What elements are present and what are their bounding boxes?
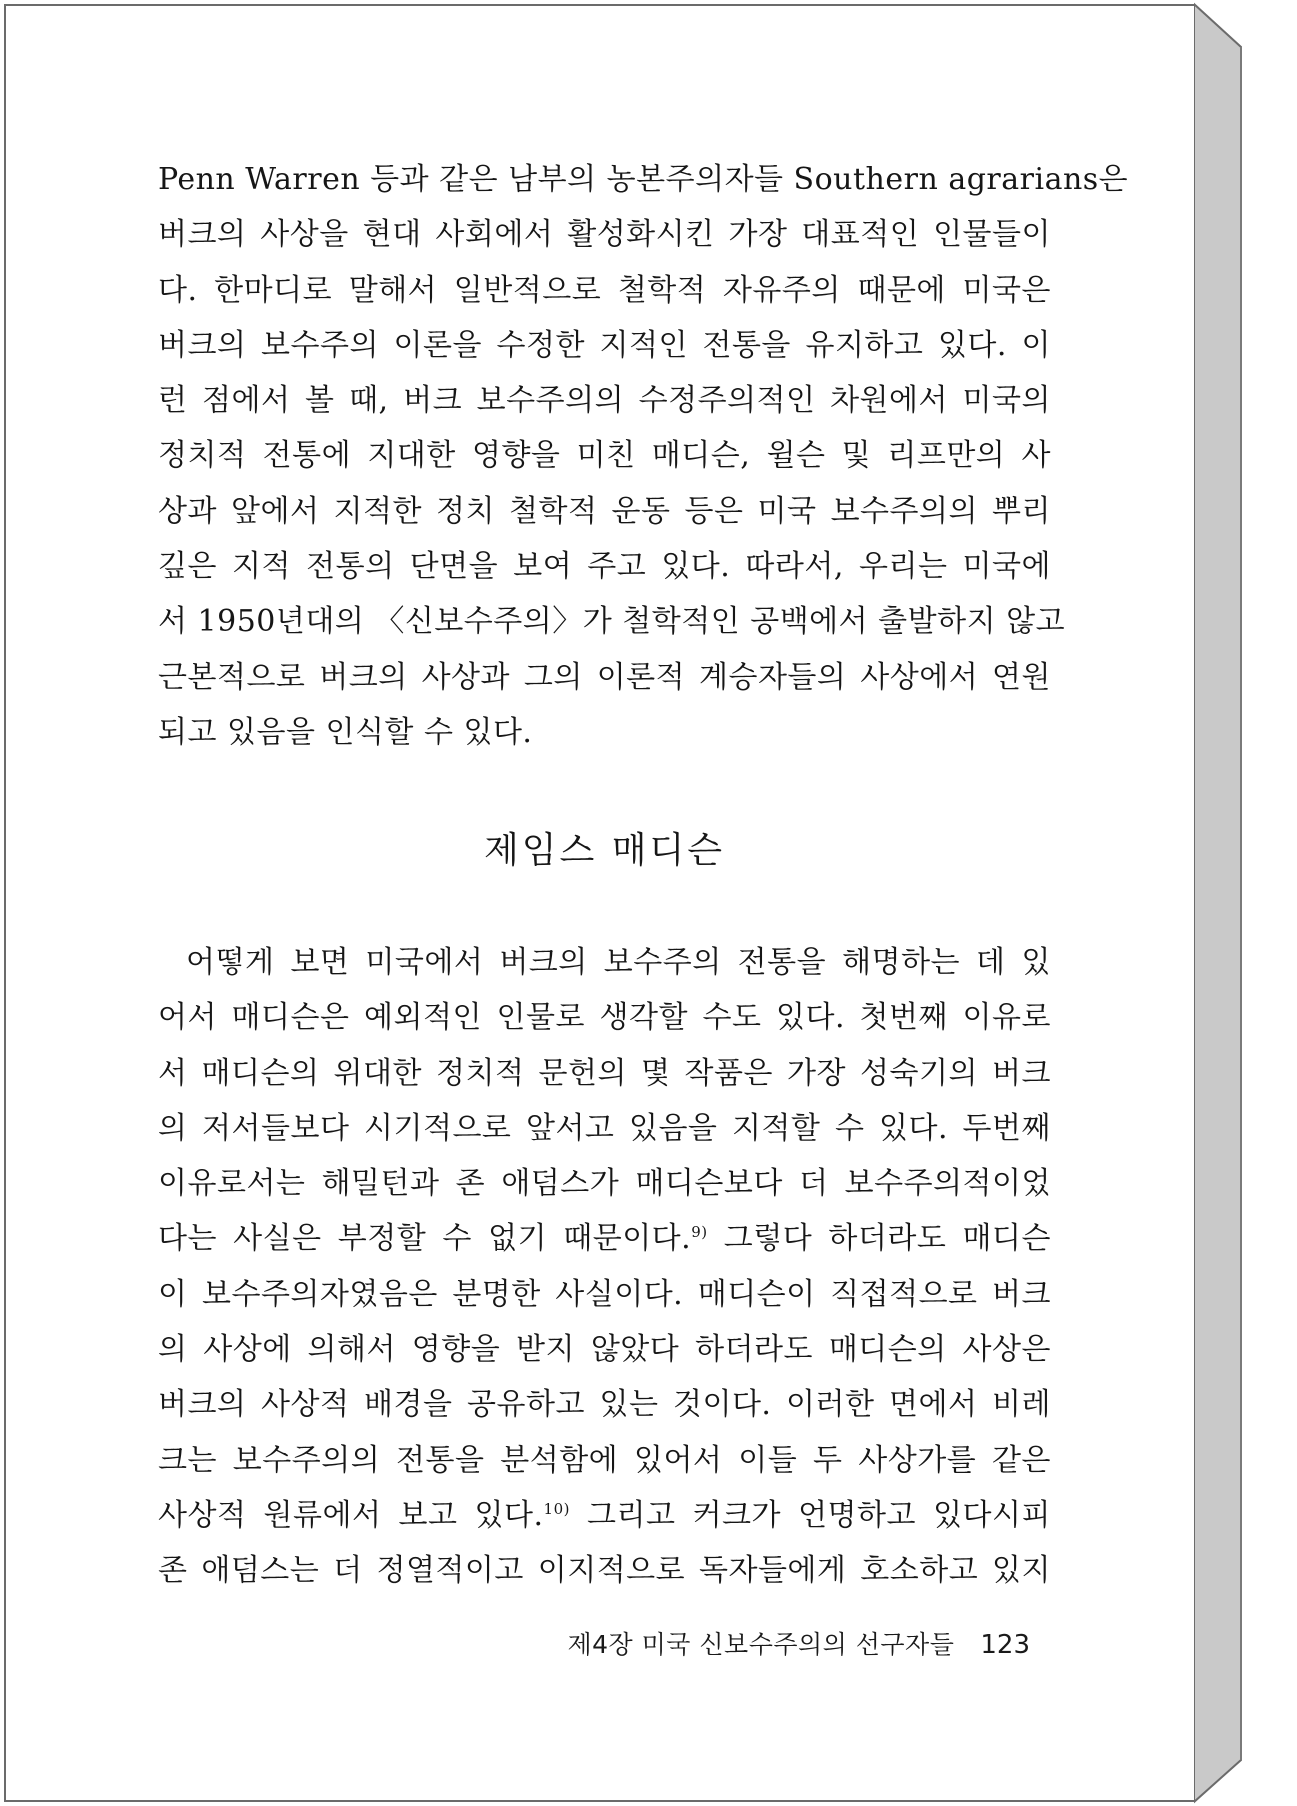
paragraph-line: Penn Warren 등과 같은 남부의 농본주의자들 Southern agrarians은 bbox=[158, 162, 1129, 197]
paragraph-line: 이 보수주의자였음은 분명한 사실이다. 매디슨이 직접적으로 버크 bbox=[158, 1276, 1051, 1312]
paragraph-line: 되고 있음을 인식할 수 있다. bbox=[158, 714, 533, 750]
paragraph-1 bbox=[158, 152, 1129, 760]
footnote-marker[interactable]: 10) bbox=[543, 1499, 570, 1518]
paragraph-line: 서 매디슨의 위대한 정치적 문헌의 몇 작품은 가장 성숙기의 버크 bbox=[158, 1055, 1051, 1091]
chapter-title: 제4장 미국 신보수주의의 선구자들 bbox=[567, 1630, 955, 1659]
paragraph-line: 상과 앞에서 지적한 정치 철학적 운동 등은 미국 보수주의의 뿌리 bbox=[158, 493, 1051, 529]
book-edge-shape bbox=[1194, 0, 1297, 1806]
paragraph-line: 이유로서는 해밀턴과 존 애덤스가 매디슨보다 더 보수주의적이었 bbox=[158, 1166, 1051, 1202]
paragraph-2 bbox=[158, 935, 1051, 1599]
paragraph-line: 서 1950년대의 〈신보수주의〉가 철학적인 공백에서 출발하지 않고 bbox=[158, 604, 1066, 640]
section-heading: 제임스 매디슨 bbox=[483, 830, 726, 871]
paragraph-line: 의 사상에 의해서 영향을 받지 않았다 하더라도 매디슨의 사상은 bbox=[158, 1332, 1051, 1368]
line-text: 다는 사실은 부정할 수 없기 때문이다. bbox=[158, 1221, 692, 1257]
paragraph-line: 정치적 전통에 지대한 영향을 미친 매디슨, 윌슨 및 리프만의 사 bbox=[158, 438, 1051, 474]
page-number: 123 bbox=[980, 1630, 1030, 1660]
book-spine-edge bbox=[1194, 0, 1297, 1806]
paragraph-line: 깊은 지적 전통의 단면을 보여 주고 있다. 따라서, 우리는 미국에 bbox=[158, 549, 1051, 585]
paragraph-line-with-footnote bbox=[158, 1211, 1051, 1266]
line-text: 사상적 원류에서 보고 있다. bbox=[158, 1497, 544, 1533]
footnote-marker[interactable]: 9) bbox=[691, 1223, 708, 1242]
paragraph-line-with-footnote bbox=[158, 1488, 1051, 1543]
paragraph-line: 의 저서들보다 시기적으로 앞서고 있음을 지적할 수 있다. 두번째 bbox=[158, 1110, 1051, 1146]
paragraph-line: 크는 보수주의의 전통을 분석함에 있어서 이들 두 사상가를 같은 bbox=[158, 1442, 1051, 1478]
paragraph-line: 어서 매디슨은 예외적인 인물로 생각할 수도 있다. 첫번째 이유로 bbox=[158, 1000, 1051, 1036]
paragraph-line: 버크의 사상적 배경을 공유하고 있는 것이다. 이러한 면에서 비레 bbox=[158, 1387, 1051, 1423]
line-text: 그렇다 하더라도 매디슨 bbox=[707, 1221, 1051, 1257]
line-text: 그리고 커크가 언명하고 있다시피 bbox=[569, 1497, 1051, 1533]
paragraph-line: 존 애덤스는 더 정열적이고 이지적으로 독자들에게 호소하고 있지 bbox=[158, 1553, 1051, 1589]
paragraph-line: 근본적으로 버크의 사상과 그의 이론적 계승자들의 사상에서 연원 bbox=[158, 659, 1051, 695]
paragraph-line: 어떻게 보면 미국에서 버크의 보수주의 전통을 해명하는 데 있 bbox=[186, 945, 1051, 980]
paragraph-line: 버크의 사상을 현대 사회에서 활성화시킨 가장 대표적인 인물들이 bbox=[158, 217, 1051, 253]
paragraph-line: 런 점에서 볼 때, 버크 보수주의의 수정주의적인 차원에서 미국의 bbox=[158, 383, 1051, 419]
paragraph-line: 다. 한마디로 말해서 일반적으로 철학적 자유주의 때문에 미국은 bbox=[158, 272, 1051, 308]
running-footer bbox=[560, 1625, 1030, 1661]
paragraph-line: 버크의 보수주의 이론을 수정한 지적인 전통을 유지하고 있다. 이 bbox=[158, 327, 1051, 363]
